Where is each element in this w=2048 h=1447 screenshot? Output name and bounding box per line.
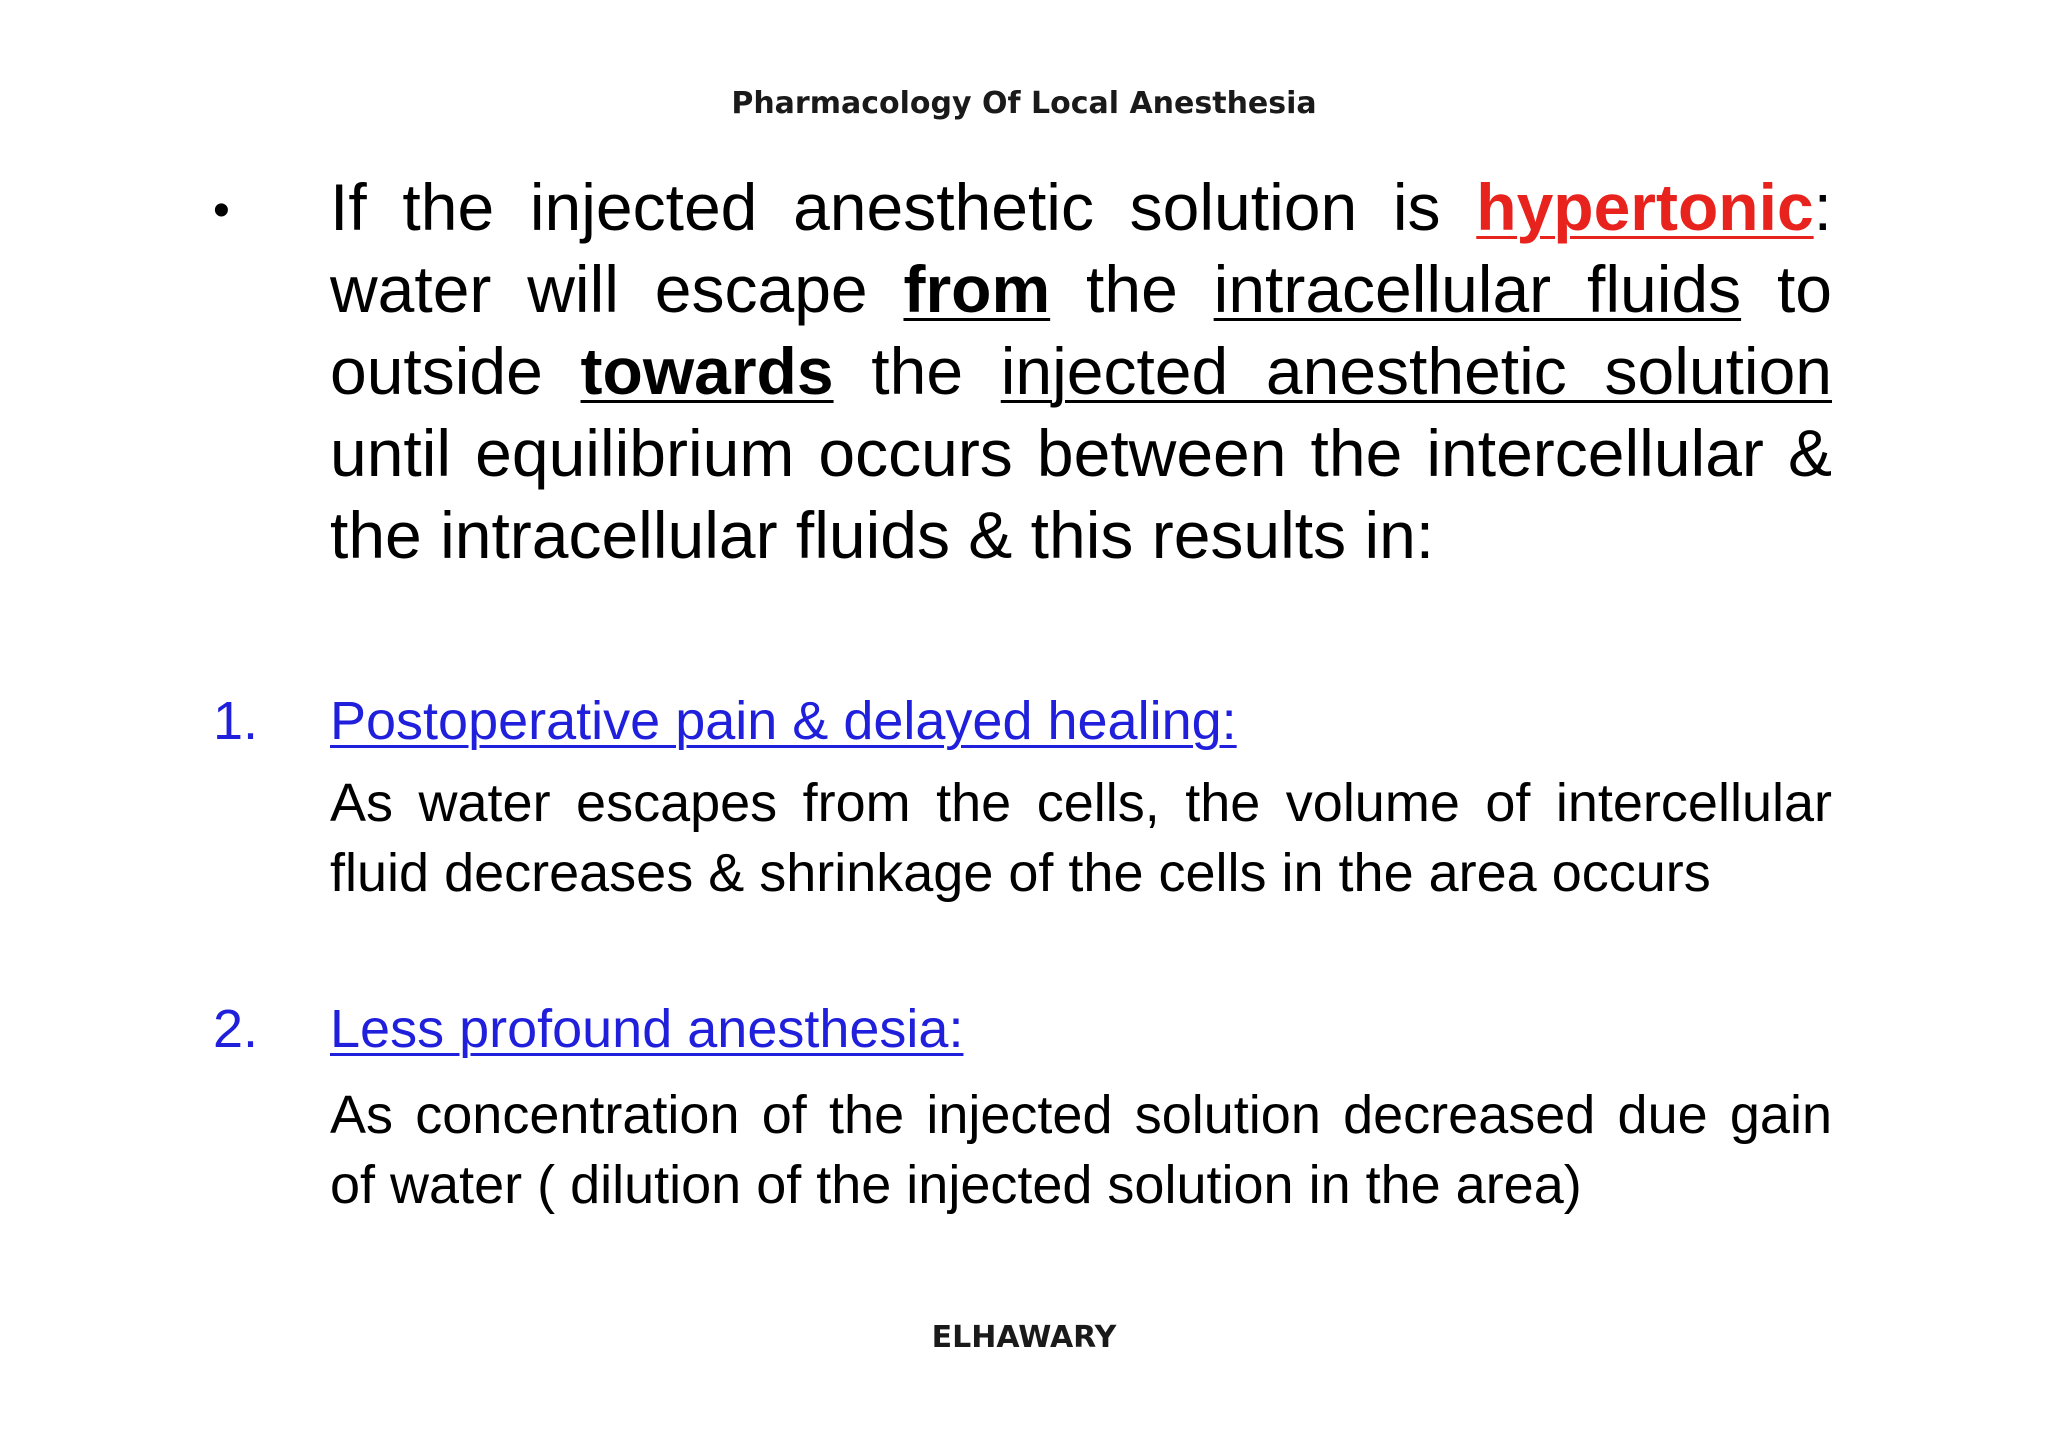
para-text: water will escape <box>330 252 904 326</box>
keyword-hypertonic: hypertonic <box>1476 170 1814 244</box>
item-number: 1. <box>213 691 259 751</box>
bullet-marker: • <box>213 184 230 237</box>
para-text: the <box>1050 252 1214 326</box>
para-text: until equilibrium occurs between the intercellular & the intracellular fluids & this results in: <box>330 416 1832 572</box>
para-text: the <box>833 334 1001 408</box>
para-text: to outside <box>330 252 1832 408</box>
page-header-title: Pharmacology Of Local Anesthesia <box>731 86 1317 121</box>
item-title-less-profound-anesthesia: Less profound anesthesia: <box>330 999 964 1059</box>
item-description: As water escapes from the cells, the volume of intercellular fluid decreases & shrinkage of the cells in the area occurs <box>330 773 1832 903</box>
phrase-intracellular-fluids: intracellular fluids <box>1213 252 1742 326</box>
para-text: If the injected anesthetic solution is <box>330 170 1477 244</box>
item-number: 2. <box>213 999 259 1059</box>
keyword-towards: towards <box>580 334 834 408</box>
keyword-from: from <box>903 252 1051 326</box>
footer-author: ELHAWARY <box>931 1320 1117 1355</box>
phrase-injected-solution: injected anesthetic solution <box>1000 334 1832 408</box>
item-title-postoperative-pain: Postoperative pain & delayed healing: <box>330 691 1237 751</box>
main-paragraph <box>330 166 1832 576</box>
item-description: As concentration of the injected solution decreased due gain of water ( dilution of the injected solution in the area) <box>330 1085 1832 1215</box>
para-text: : <box>1813 170 1832 244</box>
